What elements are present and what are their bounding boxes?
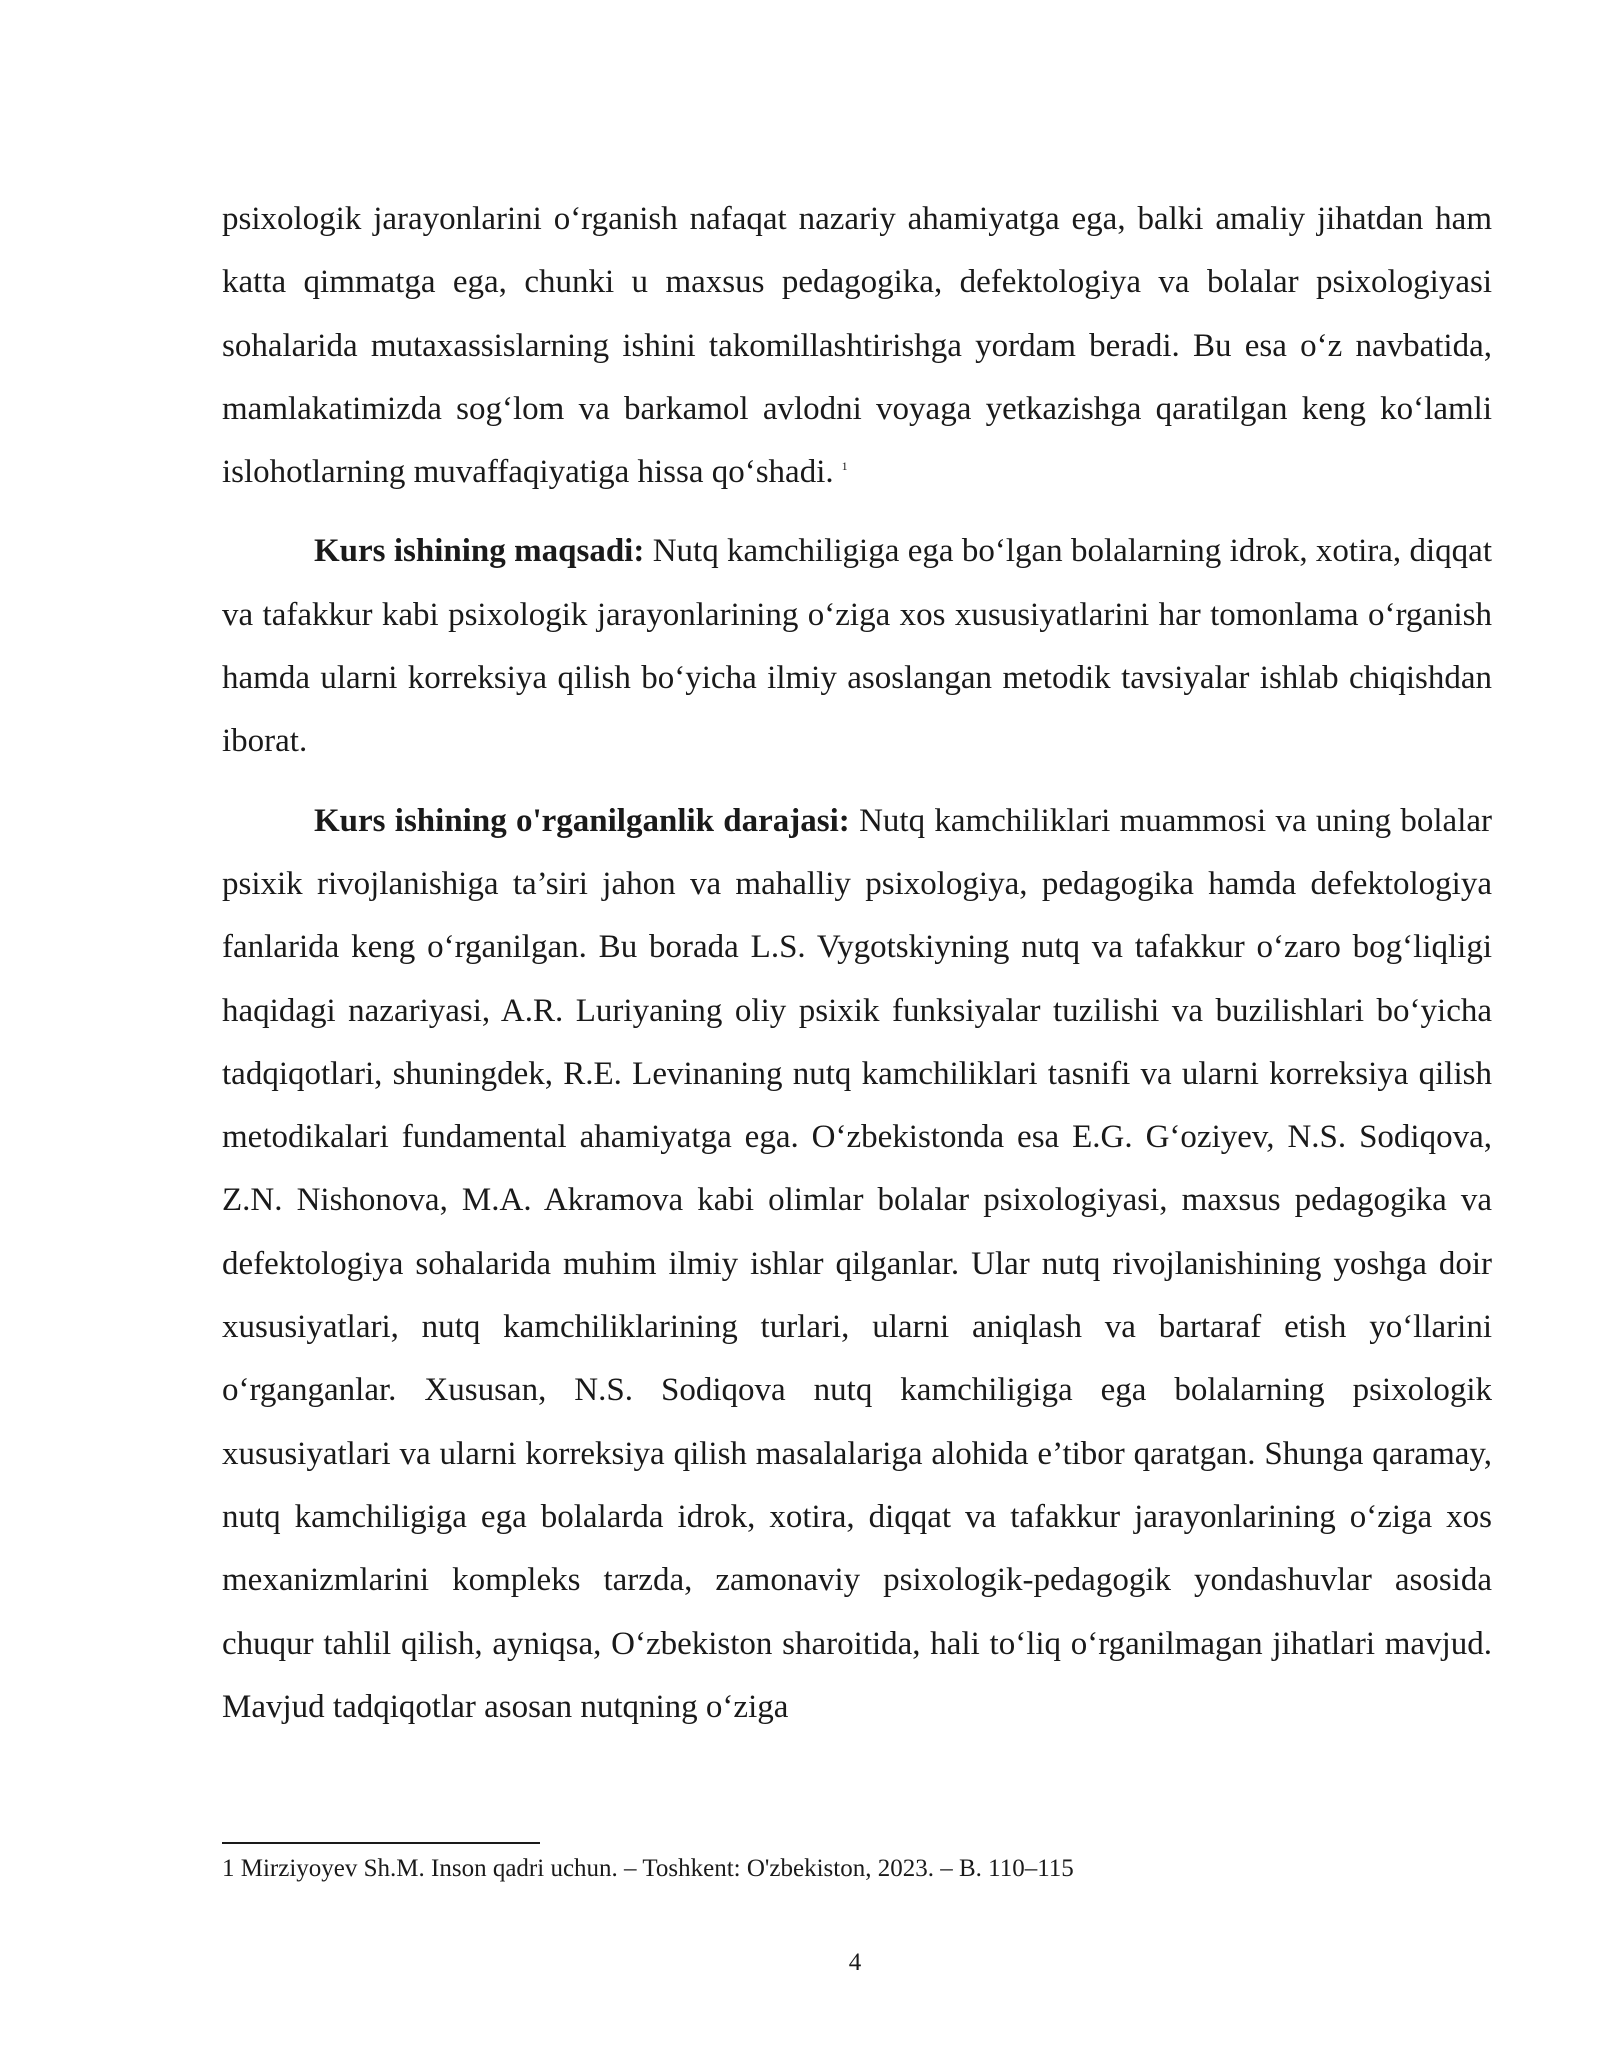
study-level-heading: Kurs ishining o'rganilganlik darajasi: bbox=[314, 802, 850, 839]
study-level-text: Nutq kamchiliklari muammosi va uning bolalar psixik rivojlanishiga ta’siri jahon va mahalliy psixologiya, pedagogika hamda defektologiya fanlarida keng o‘rganilgan. Bu borada L.S. Vygotskiyning nutq va tafakkur o‘zaro bog‘liqligi haqidagi nazariyasi, A.R. Luriyaning oliy psixik funksiyalar tuzilishi va buzilishlari bo‘yicha tadqiqotlari, shuningdek, R.E. Levinaning nutq kamchiliklari tasnifi va ularni korreksiya qilish metodikalari fundamental ahamiyatga ega. O‘zbekistonda esa E.G. G‘oziyev, N.S. Sodiqova, Z.N. Nishonova, M.A. Akramova kabi olimlar bolalar psixologiyasi, maxsus pedagogika va defektologiya sohalarida muhim ilmiy ishlar qilganlar. Ular nutq rivojlanishining yoshga doir xususiyatlari, nutq kamchiliklarining turlari, ularni aniqlash va bartaraf etish yo‘llarini o‘rganganlar. Xususan, N.S. Sodiqova nutq kamchiligiga ega bolalarning psixologik xususiyatlari va ularni korreksiya qilish masalalariga alohida e’tibor qaratgan. Shunga qaramay, nutq kamchiligiga ega bolalarda idrok, xotira, diqqat va tafakkur jarayonlarining o‘ziga xos mexanizmlarini kompleks tarzda, zamonaviy psixologik-pedagogik yondashuvlar asosida chuqur tahlil qilish, ayniqsa, O‘zbekiston sharoitida, hali to‘liq o‘rganilmagan jihatlari mavjud. Mavjud tadqiqotlar asosan nutqning o‘ziga bbox=[222, 802, 1492, 1725]
goal-heading: Kurs ishining maqsadi: bbox=[314, 533, 645, 570]
paragraph-intro bbox=[222, 188, 1492, 504]
paragraph-study-level bbox=[222, 790, 1492, 1739]
footnote-reference[interactable]: 1 bbox=[841, 459, 848, 474]
body-text bbox=[222, 188, 1492, 1739]
goal-text: Nutq kamchiligiga ega bo‘lgan bolalarning idrok, xotira, diqqat va tafakkur kabi psixologik jarayonlarining o‘ziga xos xususiyatlarini har tomonlama o‘rganish hamda ularni korreksiya qilish bo‘yicha ilmiy asoslangan metodik tavsiyalar ishlab chiqishdan iborat. bbox=[222, 533, 1492, 760]
paragraph-goal bbox=[222, 520, 1492, 773]
paragraph-intro-text: psixologik jarayonlarini o‘rganish nafaqat nazariy ahamiyatga ega, balki amaliy jihatdan ham katta qimmatga ega, chunki u maxsus pedagogika, defektologiya va bolalar psixologiyasi sohalarida mutaxassislarning ishini takomillashtirishga yordam beradi. Bu esa o‘z navbatida, mamlakatimizda sog‘lom va barkamol avlodni voyaga yetkazishga qaratilgan keng ko‘lamli islohotlarning muvaffaqiyatiga hissa qo‘shadi. bbox=[222, 201, 1492, 491]
page-number: 4 bbox=[848, 1949, 862, 1976]
footnote: 1 Mirziyoyev Sh.M. Inson qadri uchun. – Toshkent: O'zbekiston, 2023. – B. 110–115 bbox=[222, 1855, 1074, 1882]
footnote-separator bbox=[222, 1842, 540, 1844]
